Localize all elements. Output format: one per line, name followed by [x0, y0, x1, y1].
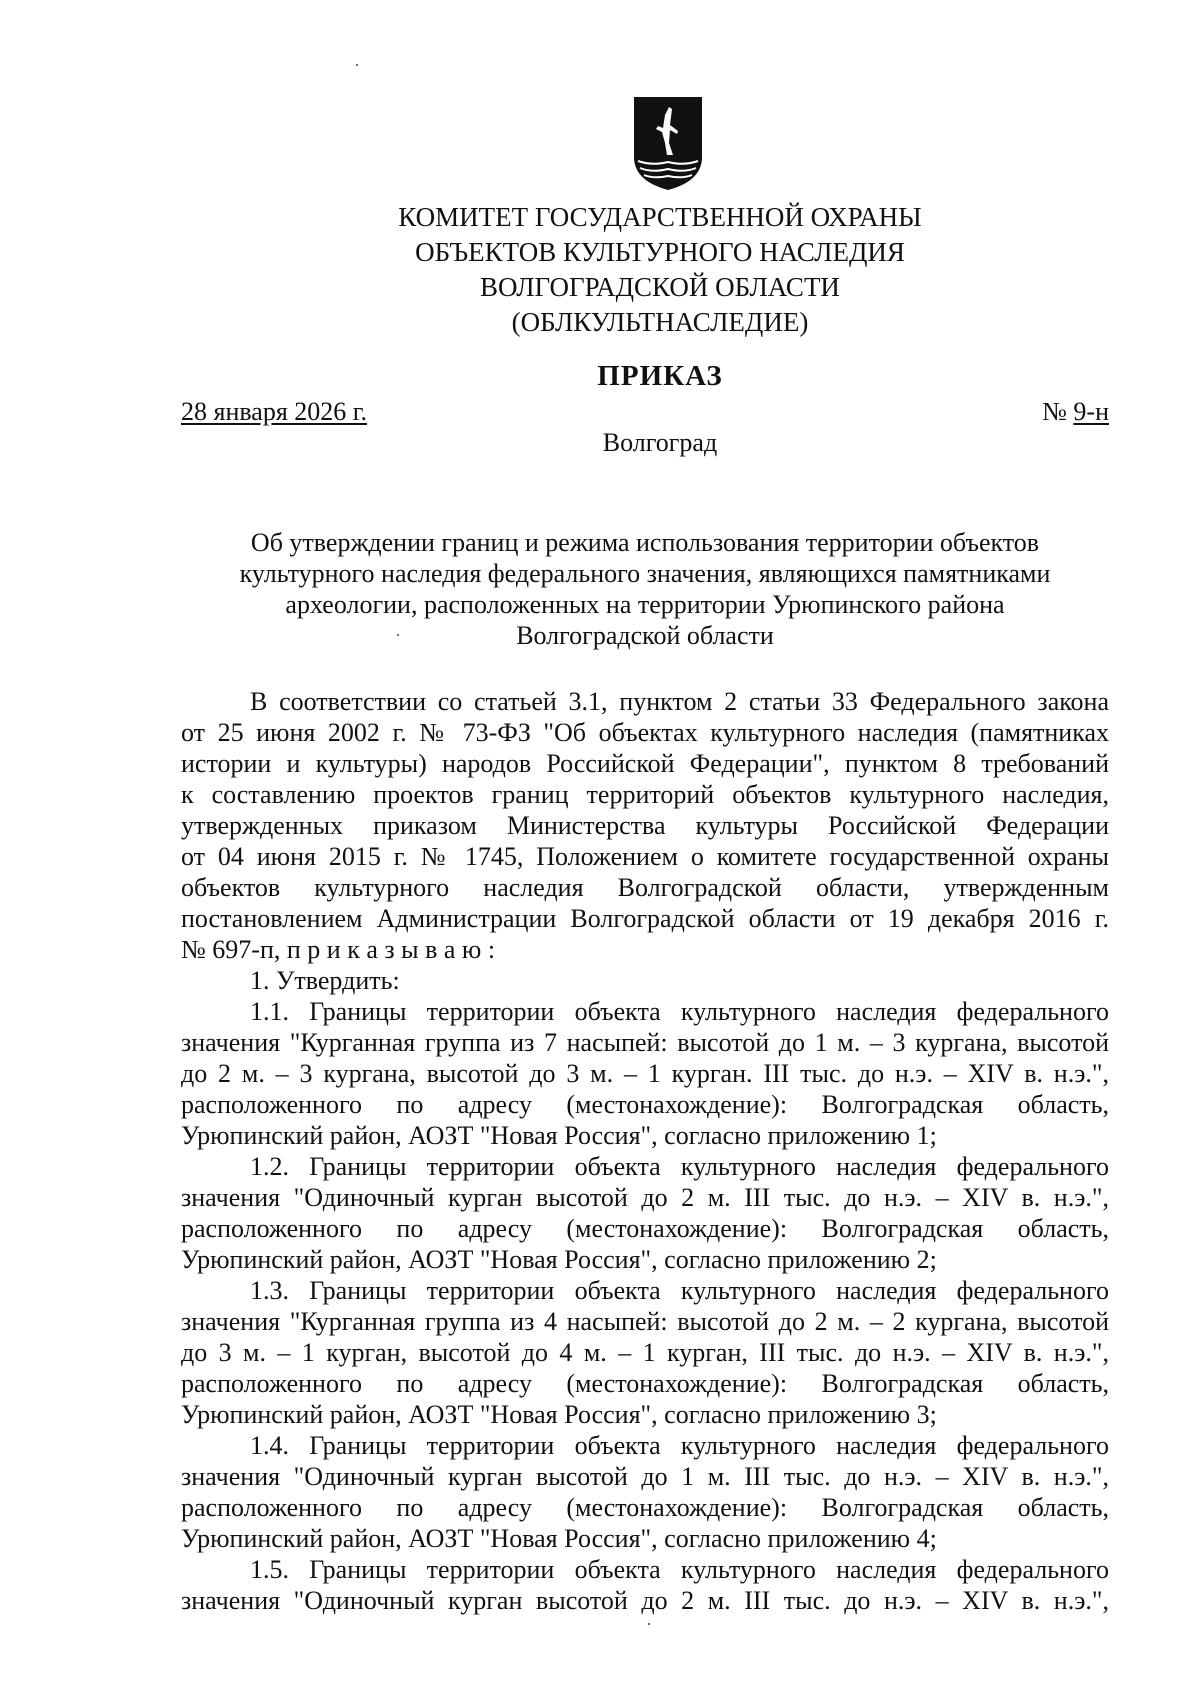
document-number: [1042, 397, 1109, 427]
document-type: ПРИКАЗ: [597, 360, 723, 392]
body-line: расположенного по адресу (местонахождение): Волгоградская область,: [181, 1090, 1109, 1119]
subject-line: археологии, расположенных на территории Урюпинского района: [285, 590, 1005, 619]
body-line: 1.3. Границы территории объекта культурного наследия федерального: [250, 1276, 1109, 1305]
body-line: утвержденных приказом Министерства культуры Российской Федерации: [181, 811, 1109, 840]
subject-line: культурного наследия федерального значения, являющихся памятниками: [239, 559, 1051, 588]
body-line: 1.1. Границы территории объекта культурного наследия федерального: [250, 997, 1109, 1026]
body-line: объектов культурного наследия Волгоградской области, утвержденным: [181, 873, 1109, 902]
document-subject: [181, 527, 1109, 651]
body-line: постановлением Администрации Волгоградской области от 19 декабря 2016 г.: [181, 904, 1109, 933]
org-line: ОБЪЕКТОВ КУЛЬТУРНОГО НАСЛЕДИЯ: [415, 237, 905, 267]
body-line: 1.2. Границы территории объекта культурного наследия федерального: [250, 1152, 1109, 1181]
body-line: 1.4. Границы территории объекта культурного наследия федерального: [250, 1431, 1109, 1460]
org-line: (ОБЛКУЛЬТНАСЛЕДИЕ): [511, 307, 809, 337]
body-line: значения "Одиночный курган высотой до 1 м. III тыс. до н.э. – XIV в. н.э.",: [181, 1462, 1109, 1491]
body-line: расположенного по адресу (местонахождение): Волгоградская область,: [181, 1214, 1109, 1243]
item-heading: 1. Утвердить:: [250, 966, 400, 995]
body-line: В соответствии со статьей 3.1, пунктом 2 статьи 33 Федерального закона: [250, 687, 1109, 716]
number-value: 9-н: [1073, 397, 1109, 426]
document-body: [181, 686, 1109, 1616]
body-line: значения "Курганная группа из 7 насыпей: высотой до 1 м. – 3 кургана, высотой: [181, 1028, 1109, 1057]
body-line: значения "Курганная группа из 4 насыпей: высотой до 2 м. – 2 кургана, высотой: [181, 1307, 1109, 1336]
body-line: значения "Одиночный курган высотой до 2 м. III тыс. до н.э. – XIV в. н.э.",: [181, 1586, 1109, 1615]
scan-speck: [397, 634, 399, 636]
scan-speck: [648, 1623, 650, 1625]
body-line: Урюпинский район, АОЗТ "Новая Россия", согласно приложению 1;: [181, 1121, 937, 1150]
body-line: до 3 м. – 1 курган, высотой до 4 м. – 1 курган, III тыс. до н.э. – XIV в. н.э.",: [181, 1338, 1109, 1367]
body-line: расположенного по адресу (местонахождение): Волгоградская область,: [181, 1493, 1109, 1522]
organization-name: [300, 200, 1020, 340]
body-line: Урюпинский район, АОЗТ "Новая Россия", согласно приложению 2;: [181, 1245, 937, 1274]
org-line: ВОЛГОГРАДСКОЙ ОБЛАСТИ: [480, 272, 840, 302]
document-date: 28 января 2026 г.: [181, 397, 368, 426]
body-line: до 2 м. – 3 кургана, высотой до 3 м. – 1 курган. III тыс. до н.э. – XIV в. н.э.",: [181, 1059, 1109, 1088]
body-line: от 25 июня 2002 г. № 73-ФЗ "Об объектах культурного наследия (памятниках: [181, 718, 1109, 747]
number-prefix: №: [1042, 397, 1067, 426]
body-line: № 697-п, п р и к а з ы в а ю :: [181, 935, 496, 964]
body-line: 1.5. Границы территории объекта культурного наследия федерального: [250, 1555, 1109, 1584]
body-line: истории и культуры) народов Российской Федерации", пунктом 8 требований: [181, 749, 1109, 778]
body-line: расположенного по адресу (местонахождение): Волгоградская область,: [181, 1369, 1109, 1398]
body-line: значения "Одиночный курган высотой до 2 м. III тыс. до н.э. – XIV в. н.э.",: [181, 1183, 1109, 1212]
body-line: к составлению проектов границ территорий объектов культурного наследия,: [181, 780, 1109, 809]
body-line: от 04 июня 2015 г. № 1745, Положением о комитете государственной охраны: [181, 842, 1109, 871]
document-city: Волгоград: [602, 428, 718, 457]
coat-of-arms-icon: [632, 95, 704, 192]
body-line: Урюпинский район, АОЗТ "Новая Россия", согласно приложению 4;: [181, 1524, 937, 1553]
subject-line: Волгоградской области: [516, 621, 774, 650]
org-line: КОМИТЕТ ГОСУДАРСТВЕННОЙ ОХРАНЫ: [398, 202, 922, 232]
scan-speck: [356, 64, 358, 66]
subject-line: Об утверждении границ и режима использования территории объектов: [250, 528, 1040, 557]
body-line: Урюпинский район, АОЗТ "Новая Россия", согласно приложению 3;: [181, 1400, 937, 1429]
